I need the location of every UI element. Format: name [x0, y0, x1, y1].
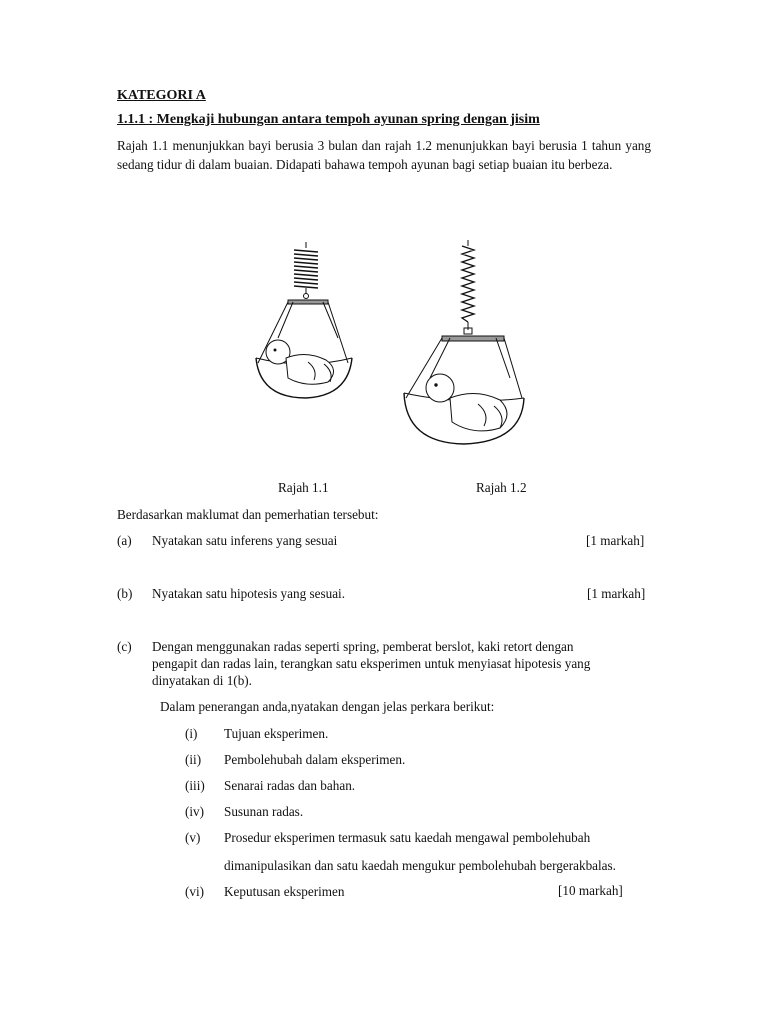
spring-long-icon: [462, 246, 474, 334]
question-prompt: Berdasarkan maklumat dan pemerhatian tersebut:: [117, 507, 379, 522]
item-number: (ii): [185, 752, 202, 767]
item-text: Susunan radas.: [224, 804, 304, 819]
item-number: (iv): [185, 804, 205, 819]
cradle-figure-1: [248, 238, 360, 400]
question-b-text: Nyatakan satu hipotesis yang sesuai.: [152, 586, 346, 601]
subsection-heading: 1.1.1 : Mengkaji hubungan antara tempoh ayunan spring dengan jisim: [117, 112, 540, 127]
item-number: (v): [185, 830, 201, 845]
question-b-label: (b): [117, 586, 133, 601]
baby-icon: [266, 340, 334, 384]
question-c-label: (c): [117, 639, 132, 654]
question-c-line-2: pengapit dan radas lain, terangkan satu eksperimen untuk menyiasat hipotesis yang: [152, 656, 591, 671]
question-a-marks: [1 markah]: [586, 533, 645, 548]
item-text: Senarai radas dan bahan.: [224, 778, 356, 793]
question-c-line-3: dinyatakan di 1(b).: [152, 673, 252, 688]
spring-short-icon: [294, 250, 318, 299]
intro-paragraph: Rajah 1.1 menunjukkan bayi berusia 3 bulan dan rajah 1.2 menunjukkan bayi berusia 1 tahun yang sedang tidur di dalam buaian. Didapati bahawa tempoh ayunan bagi setiap buaian itu berbeza.: [117, 138, 651, 172]
item-number: (i): [185, 726, 198, 741]
question-a-label: (a): [117, 533, 132, 548]
item-text: Pembolehubah dalam eksperimen.: [224, 752, 406, 767]
item-number: (vi): [185, 884, 205, 899]
section-heading: KATEGORI A: [117, 88, 206, 103]
figure-caption-2: Rajah 1.2: [476, 480, 527, 495]
item-text-continued: dimanipulasikan dan satu kaedah mengukur pembolehubah bergerakbalas.: [224, 858, 616, 873]
question-c-instruction: Dalam penerangan anda,nyatakan dengan jelas perkara berikut:: [160, 699, 495, 714]
item-text: Prosedur eksperimen termasuk satu kaedah mengawal pembolehubah: [224, 830, 591, 845]
item-text: Tujuan eksperimen.: [224, 726, 329, 741]
cradle-figure-2: [398, 238, 533, 448]
question-c-marks: [10 markah]: [558, 883, 623, 898]
baby-icon: [426, 374, 507, 431]
question-c-line-1: Dengan menggunakan radas seperti spring, pemberat berslot, kaki retort dengan: [152, 639, 574, 654]
item-number: (iii): [185, 778, 205, 793]
item-text: Keputusan eksperimen: [224, 884, 345, 899]
question-b-marks: [1 markah]: [587, 586, 646, 601]
figure-caption-1: Rajah 1.1: [278, 480, 329, 495]
question-a-text: Nyatakan satu inferens yang sesuai: [152, 533, 338, 548]
